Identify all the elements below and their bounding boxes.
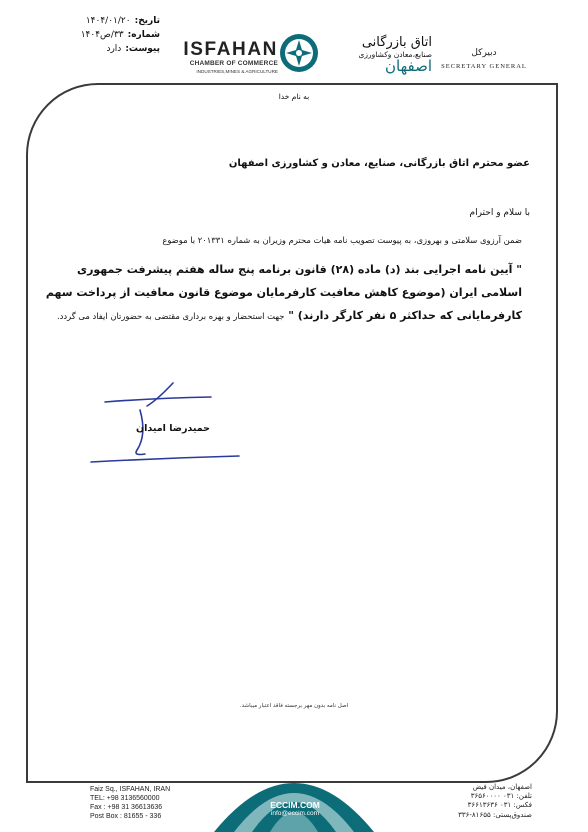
letter-meta — [10, 14, 160, 56]
chamber-emblem-icon — [278, 32, 320, 74]
attachment-label: پیوست: — [125, 44, 160, 54]
greeting: با سلام و احترام — [469, 208, 530, 218]
logo-persian — [322, 36, 432, 73]
number-label: شماره: — [127, 30, 160, 40]
intro-paragraph: ضمن آرزوی سلامتی و بهروزی، به پیوست تصویب نامه هیات محترم وزیران به شماره ۲۰۱۳۳۱ با موضوع — [162, 235, 522, 245]
logo-fa-line2: صنایع،معادن وکشاورزی — [358, 50, 432, 59]
footer-emblem-icon — [214, 744, 374, 832]
secretary-en: SECRETARY GENERAL — [441, 63, 527, 70]
footnote: اصل نامه بدون مهر برجسته فاقد اعتبار میباشد. — [239, 703, 349, 709]
footer-email[interactable]: info@eccim.com — [270, 810, 320, 817]
date-value: ۱۴۰۴/۰۱/۲۰ — [85, 16, 131, 26]
logo-en-title: ISFAHAN — [183, 39, 278, 60]
bismillah: به نام خدا — [278, 92, 310, 101]
number-value: ۳۳/ص۱۴۰۴ — [80, 30, 124, 40]
salutation: عضو محترم اتاق بازرگانی، صنایع، معادن و کشاورزی اصفهان — [228, 158, 530, 169]
subject-paragraph — [40, 258, 522, 328]
logo-english — [170, 40, 278, 75]
logo-en-line2: INDUSTRIES,MINES & AGRICULTURE — [196, 69, 278, 74]
logo-fa-line3: اصفهان — [385, 57, 432, 75]
footer-english — [90, 785, 220, 821]
footer-fa-fax: فکس: ۰۳۱ ۳۶۶۱۳۶۳۶ — [467, 801, 532, 810]
logo-en-line1: CHAMBER OF COMMERCE — [189, 60, 278, 67]
footer-website[interactable]: ECCIM.COM — [270, 800, 320, 810]
footer-web — [240, 800, 350, 817]
footer-fa-tel: تلفن: ۰۳۱ ۳۶۵۶۰۰۰۰ — [470, 792, 532, 801]
footer-fa-address: اصفهان، میدان فیض — [472, 783, 532, 791]
footer-persian — [402, 783, 532, 820]
secretary-fa: دبیرکل — [471, 48, 497, 58]
date-label: تاریخ: — [134, 16, 160, 26]
signatory-name: حمیدرضا امیدان — [136, 423, 210, 434]
subject-text: " آیین نامه اجرایی بند (د) ماده (۲۸) قانون برنامه پنج ساله هفتم پیشرفت جمهوری اسلامی ایران (موضوع کاهش معافیت کارفرمایان موضوع قانون معافیت از پرداخت سهم کارفرمایانی که حداکثر ۵ نفر کارگر دارند) " — [45, 263, 522, 322]
footer-en-fax: Fax : +98 31 36613636 — [90, 804, 163, 811]
footer-en-tel: TEL: +98 3136560000 — [90, 795, 160, 802]
logo-fa-line1: اتاق بازرگانی — [361, 35, 432, 50]
footer-fa-pobox: صندوق‌پستی: ۸۱۶۵۵-۳۳۶ — [458, 810, 532, 819]
subject-tail: جهت استحضار و بهره برداری مقتضی به حضورتان ایفاد می گردد. — [57, 311, 285, 321]
secretary-general-mark — [438, 48, 530, 70]
attachment-value: دارد — [106, 44, 122, 54]
footer-en-pobox: Post Box : 81655 - 336 — [90, 813, 162, 820]
footer-en-address: Faiz Sq., ISFAHAN, IRAN — [90, 786, 171, 793]
